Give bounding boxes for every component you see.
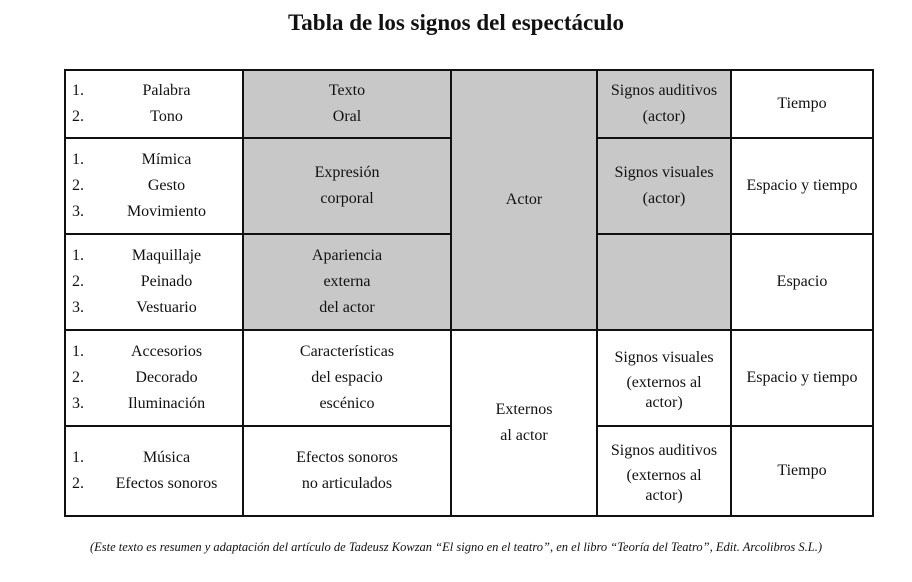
signs-type-cell: Signos visuales (actor): [597, 138, 731, 234]
sign-items-cell: [65, 234, 243, 330]
category-cell: Efectos sonoros no articulados: [243, 426, 451, 516]
sign-items-cell: [65, 330, 243, 426]
list-item: 1. Maquillaje: [88, 243, 242, 269]
list-item: 1. Accesorios: [88, 339, 242, 365]
sign-items-cell: [65, 138, 243, 234]
sign-items-list: [66, 78, 242, 130]
list-item: 2. Efectos sonoros: [88, 471, 242, 497]
sign-items-list: [66, 243, 242, 321]
table-row: [65, 70, 873, 138]
signs-type-cell-empty: [597, 234, 731, 330]
scope-cell: Espacio y tiempo: [731, 138, 873, 234]
list-item: 1. Mímica: [88, 147, 242, 173]
signs-table: [64, 69, 874, 517]
sign-items-list: [66, 147, 242, 225]
signs-type-cell: Signos visuales (externos al actor): [597, 330, 731, 426]
category-cell: Apariencia externa del actor: [243, 234, 451, 330]
sign-items-cell: [65, 70, 243, 138]
sign-items-list: [66, 339, 242, 417]
scope-cell: Tiempo: [731, 70, 873, 138]
page-title: Tabla de los signos del espectáculo: [288, 10, 624, 35]
group-external-cell: Externos al actor: [451, 330, 597, 516]
group-actor-cell: Actor: [451, 70, 597, 330]
scope-cell: Tiempo: [731, 426, 873, 516]
list-item: 3. Movimiento: [88, 199, 242, 225]
category-cell: Expresión corporal: [243, 138, 451, 234]
list-item: 2. Peinado: [88, 269, 242, 295]
list-item: 3. Iluminación: [88, 391, 242, 417]
list-item: 2. Tono: [88, 104, 242, 130]
scope-cell: Espacio: [731, 234, 873, 330]
signs-type-cell: Signos auditivos (externos al actor): [597, 426, 731, 516]
signs-type-cell: Signos auditivos (actor): [597, 70, 731, 138]
list-item: 2. Decorado: [88, 365, 242, 391]
category-cell: Características del espacio escénico: [243, 330, 451, 426]
sign-items-cell: [65, 426, 243, 516]
list-item: 1. Música: [88, 445, 242, 471]
scope-cell: Espacio y tiempo: [731, 330, 873, 426]
source-footnote: (Este texto es resumen y adaptación del artículo de Tadeusz Kowzan “El signo en el teatro”, en el libro “Teoría del Teatro”, Edit. Arcolibros S.L.): [89, 540, 823, 554]
list-item: 1. Palabra: [88, 78, 242, 104]
list-item: 3. Vestuario: [88, 295, 242, 321]
category-cell: Texto Oral: [243, 70, 451, 138]
table-row: [65, 330, 873, 426]
list-item: 2. Gesto: [88, 173, 242, 199]
sign-items-list: [66, 445, 242, 497]
